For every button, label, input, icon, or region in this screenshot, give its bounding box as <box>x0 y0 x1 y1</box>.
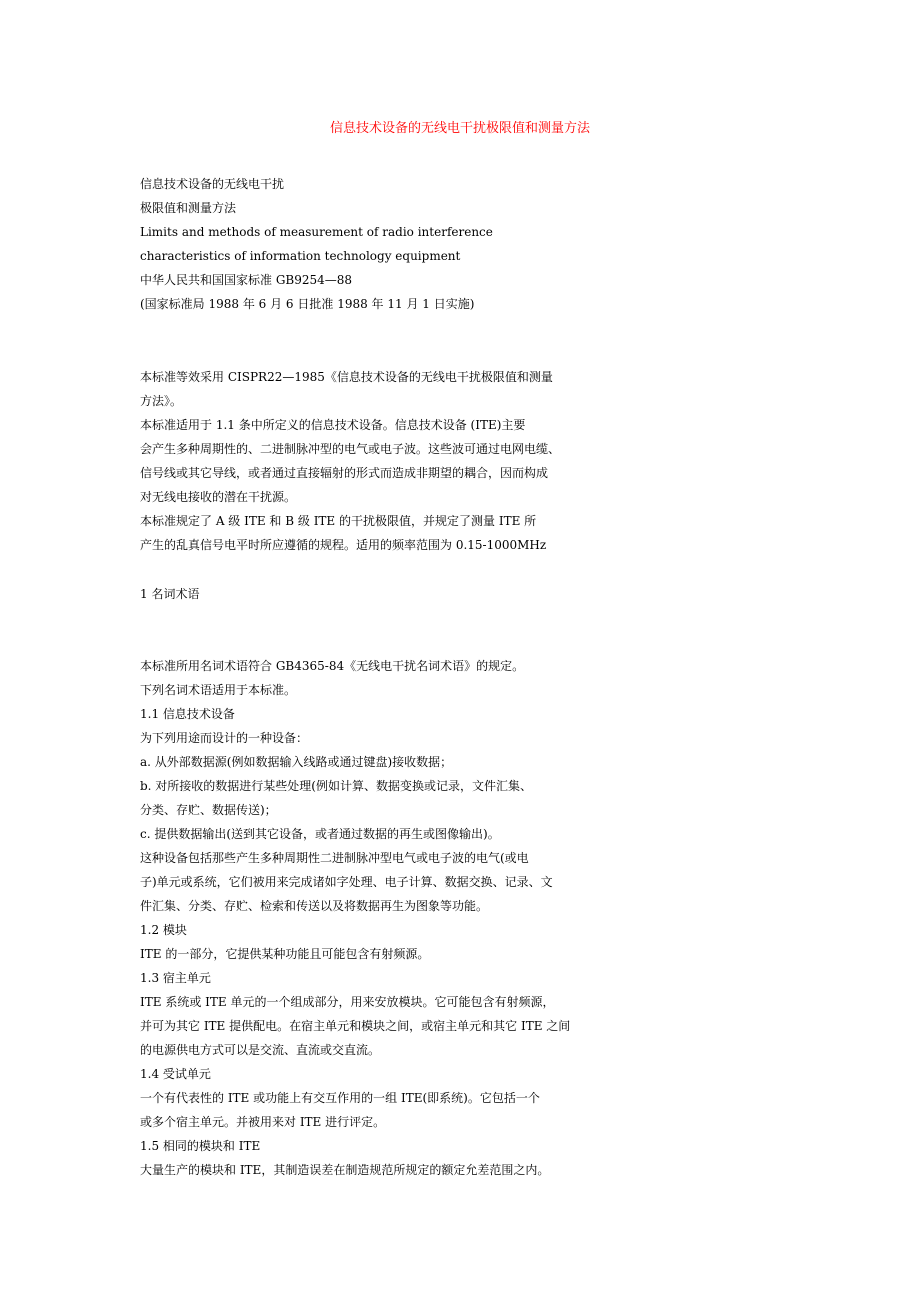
text-line: 件汇集、分类、存贮、检索和传送以及将数据再生为图象等功能。 <box>140 899 489 913</box>
text-line: 一个有代表性的 ITE 或功能上有交互作用的一组 ITE(即系统)。它包括一个 <box>140 1091 540 1105</box>
subsection-heading: 1.4 受试单元 <box>140 1067 211 1081</box>
subsection-heading: 1.5 相同的模块和 ITE <box>140 1139 261 1153</box>
text-line: 对无线电接收的潜在干扰源。 <box>140 490 297 504</box>
text-line: 为下列用途而设计的一种设备： <box>140 731 309 745</box>
text-line: 信号线或其它导线，或者通过直接辐射的形式而造成非期望的耦合，因而构成 <box>140 466 549 480</box>
text-line: 子)单元或系统，它们被用来完成诸如字处理、电子计算、数据交换、记录、文 <box>140 875 553 889</box>
section-heading: 1 名词术语 <box>140 587 200 601</box>
text-line: ITE 的一部分，它提供某种功能且可能包含有射频源。 <box>140 947 430 961</box>
text-line: ITE 系统或 ITE 单元的一个组成部分，用来安放模块。它可能包含有射频源， <box>140 995 555 1009</box>
text-line: 中华人民共和国国家标准 GB9254—88 <box>140 273 353 287</box>
text-line: Limits and methods of measurement of radio interference <box>140 225 493 239</box>
text-line: 并可为其它 ITE 提供配电。在宿主单元和模块之间，或宿主单元和其它 ITE 之间 <box>140 1019 571 1033</box>
text-line: 的电源供电方式可以是交流、直流或交直流。 <box>140 1043 381 1057</box>
text-line: 本标准等效采用 CISPR22—1985《信息技术设备的无线电干扰极限值和测量 <box>140 370 553 384</box>
text-line: 或多个宿主单元。并被用来对 ITE 进行评定。 <box>140 1115 386 1129</box>
text-line: (国家标准局 1988 年 6 月 6 日批准 1988 年 11 月 1 日实施) <box>140 297 475 311</box>
text-line: 本标准适用于 1.1 条中所定义的信息技术设备。信息技术设备 (ITE)主要 <box>140 418 526 432</box>
text-line: 这种设备包括那些产生多种周期性二进制脉冲型电气或电子波的电气(或电 <box>140 851 529 865</box>
text-line: 产生的乱真信号电平时所应遵循的规程。适用的频率范围为 0.15-1000MHz <box>140 538 547 552</box>
text-line: a. 从外部数据源(例如数据输入线路或通过键盘)接收数据； <box>140 755 453 769</box>
text-line: 本标准规定了 A 级 ITE 和 B 级 ITE 的干扰极限值，并规定了测量 ITE 所 <box>140 514 537 528</box>
text-line: 会产生多种周期性的、二进制脉冲型的电气或电子波。这些波可通过电网电缆、 <box>140 442 561 456</box>
text-line: 分类、存贮、数据传送)； <box>140 803 277 817</box>
text-line: 下列名词术语适用于本标准。 <box>140 683 297 697</box>
subsection-heading: 1.1 信息技术设备 <box>140 707 235 721</box>
text-line: 大量生产的模块和 ITE，其制造误差在制造规范所规定的额定允差范围之内。 <box>140 1163 550 1177</box>
text-line: characteristics of information technology equipment <box>140 249 461 263</box>
text-line: b. 对所接收的数据进行某些处理(例如计算、数据变换或记录，文件汇集、 <box>140 779 532 793</box>
text-line: 极限值和测量方法 <box>140 201 237 215</box>
subsection-heading: 1.3 宿主单元 <box>140 971 211 985</box>
text-line: 本标准所用名词术语符合 GB4365-84《无线电干扰名词术语》的规定。 <box>140 659 525 673</box>
page-title: 信息技术设备的无线电干扰极限值和测量方法 <box>329 121 590 136</box>
text-line: 方法》。 <box>140 394 183 408</box>
text-line: c. 提供数据输出(送到其它设备，或者通过数据的再生或图像输出)。 <box>140 827 500 841</box>
text-line: 信息技术设备的无线电干扰 <box>140 177 285 191</box>
subsection-heading: 1.2 模块 <box>140 923 187 937</box>
